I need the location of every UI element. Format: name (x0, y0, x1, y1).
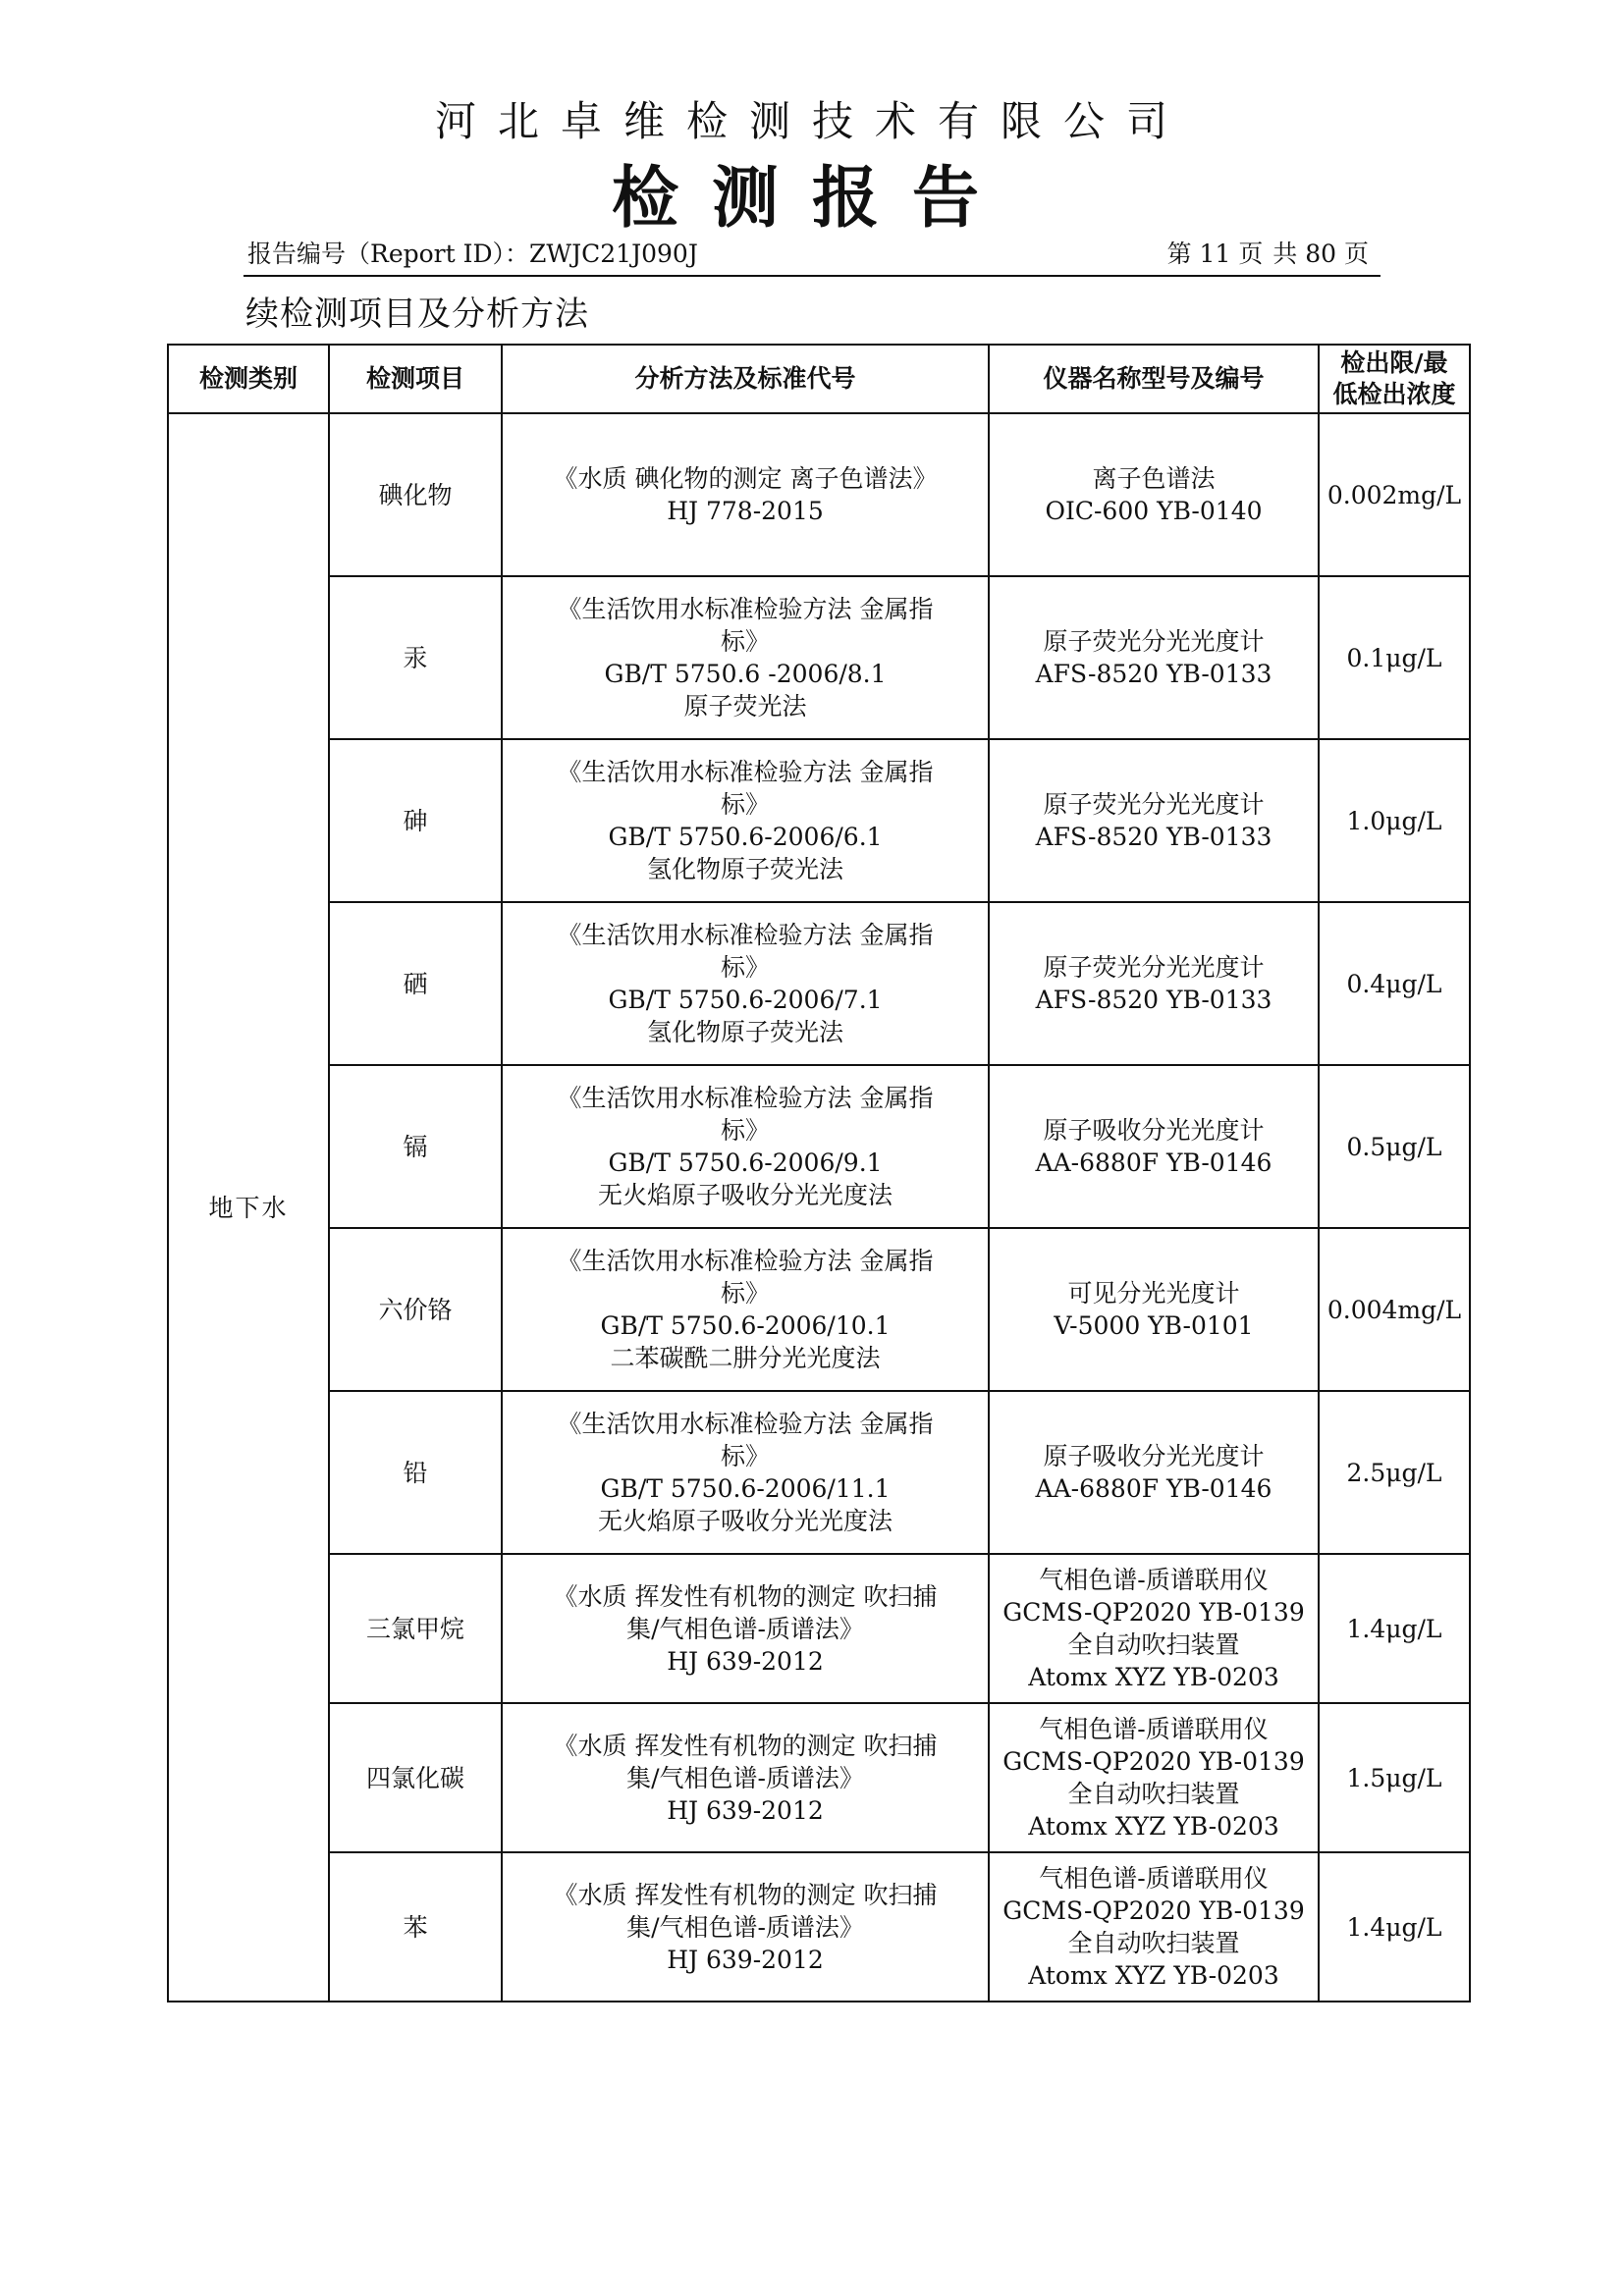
instrument-line: AFS-8520 YB-0133 (1035, 823, 1272, 851)
instrument-line: 原子荧光分光光度计 (1043, 953, 1265, 982)
table-row (168, 413, 1470, 576)
instrument-line: 原子荧光分光光度计 (1043, 627, 1265, 656)
instrument-line: 全自动吹扫装置 (1067, 1780, 1240, 1808)
method-line: HJ 639-2012 (667, 1945, 824, 1974)
section-heading: 续检测项目及分析方法 (245, 294, 589, 334)
instrument-line: 气相色谱-质谱联用仪 (1039, 1864, 1269, 1893)
instrument-cell (989, 576, 1319, 739)
page-total: 共 80 页 (1272, 240, 1369, 268)
method-cell (502, 902, 989, 1065)
report-meta-row (244, 236, 1380, 277)
instrument-line: GCMS-QP2020 YB-0139 (1002, 1598, 1305, 1627)
report-title: 检测报告 (611, 159, 1012, 238)
limit-cell: 1.4μg/L (1319, 1852, 1470, 2002)
instrument-cell (989, 1228, 1319, 1391)
method-cell (502, 1852, 989, 2002)
report-id-value: ZWJC21J090J (529, 240, 698, 268)
table-header-row (168, 345, 1470, 413)
page-current: 第 11 页 (1166, 240, 1264, 268)
limit-cell: 0.004mg/L (1319, 1228, 1470, 1391)
instrument-line: AA-6880F YB-0146 (1035, 1474, 1272, 1503)
instrument-cell (989, 1852, 1319, 2002)
instrument-line: OIC-600 YB-0140 (1045, 497, 1263, 525)
limit-cell: 1.0μg/L (1319, 739, 1470, 902)
item-cell: 硒 (329, 902, 502, 1065)
company-name: 河北卓维检测技术有限公司 (434, 97, 1189, 145)
table-row (168, 1852, 1470, 2002)
method-line: 《生活饮用水标准检验方法 金属指 (557, 921, 934, 949)
method-line: 氢化物原子荧光法 (646, 1018, 843, 1046)
instrument-line: 离子色谱法 (1092, 464, 1216, 493)
method-line: 《水质 挥发性有机物的测定 吹扫捕 (553, 1880, 938, 1909)
table-row (168, 576, 1470, 739)
method-line: GB/T 5750.6-2006/11.1 (600, 1474, 891, 1503)
method-cell (502, 1391, 989, 1554)
limit-cell: 0.4μg/L (1319, 902, 1470, 1065)
method-line: 标》 (720, 790, 770, 819)
col-header-limit (1319, 345, 1470, 413)
instrument-cell (989, 1554, 1319, 1703)
method-line: 《生活饮用水标准检验方法 金属指 (557, 1410, 934, 1438)
instrument-line: Atomx XYZ YB-0203 (1028, 1961, 1279, 1990)
col-header-item: 检测项目 (329, 345, 502, 413)
table-row (168, 902, 1470, 1065)
instrument-cell (989, 1065, 1319, 1228)
method-line: GB/T 5750.6 -2006/8.1 (604, 660, 887, 688)
instrument-line: Atomx XYZ YB-0203 (1028, 1812, 1279, 1841)
method-line: 标》 (720, 1442, 770, 1470)
report-id (247, 236, 698, 273)
item-cell: 砷 (329, 739, 502, 902)
item-cell: 三氯甲烷 (329, 1554, 502, 1703)
method-line: 无火焰原子吸收分光光度法 (597, 1507, 893, 1535)
col-header-category: 检测类别 (168, 345, 329, 413)
method-line: 《生活饮用水标准检验方法 金属指 (557, 1084, 934, 1112)
item-cell: 碘化物 (329, 413, 502, 576)
item-cell: 苯 (329, 1852, 502, 2002)
col-header-limit-line2: 低检出浓度 (1332, 380, 1456, 408)
method-line: 集/气相色谱-质谱法》 (626, 1614, 864, 1643)
method-line: 《水质 碘化物的测定 离子色谱法》 (553, 464, 938, 493)
method-line: HJ 639-2012 (667, 1795, 824, 1825)
item-cell: 铅 (329, 1391, 502, 1554)
method-line: GB/T 5750.6-2006/9.1 (608, 1148, 883, 1177)
method-line: 二苯碳酰二肼分光光度法 (610, 1344, 881, 1372)
instrument-cell (989, 1391, 1319, 1554)
method-line: 《生活饮用水标准检验方法 金属指 (557, 595, 934, 623)
instrument-cell (989, 739, 1319, 902)
table-row (168, 1228, 1470, 1391)
col-header-limit-line1: 检出限/最 (1340, 348, 1448, 377)
method-line: 标》 (720, 1116, 770, 1145)
instrument-cell (989, 1703, 1319, 1852)
table-row (168, 739, 1470, 902)
method-line: 《生活饮用水标准检验方法 金属指 (557, 1247, 934, 1275)
instrument-cell (989, 902, 1319, 1065)
instrument-line: V-5000 YB-0101 (1054, 1311, 1254, 1340)
limit-cell: 2.5μg/L (1319, 1391, 1470, 1554)
instrument-line: AA-6880F YB-0146 (1035, 1148, 1272, 1177)
method-cell (502, 413, 989, 576)
instrument-line: 原子吸收分光光度计 (1043, 1116, 1265, 1145)
instrument-line: 原子荧光分光光度计 (1043, 790, 1265, 819)
method-cell (502, 1065, 989, 1228)
table-row (168, 1554, 1470, 1703)
limit-cell: 1.4μg/L (1319, 1554, 1470, 1703)
page-indicator (1167, 236, 1371, 273)
limit-cell: 1.5μg/L (1319, 1703, 1470, 1852)
instrument-line: 全自动吹扫装置 (1067, 1929, 1240, 1957)
method-line: 氢化物原子荧光法 (646, 855, 843, 883)
method-line: GB/T 5750.6-2006/7.1 (608, 986, 883, 1014)
method-cell (502, 1554, 989, 1703)
method-line: GB/T 5750.6-2006/6.1 (608, 823, 883, 851)
category-cell: 地下水 (168, 413, 329, 2002)
method-line: 集/气相色谱-质谱法》 (626, 1763, 864, 1792)
col-header-method: 分析方法及标准代号 (502, 345, 989, 413)
method-line: 标》 (720, 627, 770, 656)
instrument-line: GCMS-QP2020 YB-0139 (1002, 1896, 1305, 1925)
method-line: 集/气相色谱-质谱法》 (626, 1912, 864, 1942)
method-line: 《生活饮用水标准检验方法 金属指 (557, 758, 934, 786)
instrument-line: Atomx XYZ YB-0203 (1028, 1663, 1279, 1691)
table-row (168, 1065, 1470, 1228)
method-line: 《水质 挥发性有机物的测定 吹扫捕 (553, 1581, 938, 1611)
limit-cell: 0.1μg/L (1319, 576, 1470, 739)
report-id-label: 报告编号（Report ID）： (247, 240, 530, 268)
item-cell: 四氯化碳 (329, 1703, 502, 1852)
item-cell: 镉 (329, 1065, 502, 1228)
method-line: 标》 (720, 1279, 770, 1308)
item-cell: 汞 (329, 576, 502, 739)
methods-table (167, 344, 1471, 2002)
method-line: GB/T 5750.6-2006/10.1 (600, 1311, 891, 1340)
limit-cell: 0.002mg/L (1319, 413, 1470, 576)
method-cell (502, 1703, 989, 1852)
table-body (168, 413, 1470, 2002)
method-line: 《水质 挥发性有机物的测定 吹扫捕 (553, 1731, 938, 1760)
method-line: 无火焰原子吸收分光光度法 (597, 1181, 893, 1209)
table-row (168, 1703, 1470, 1852)
instrument-line: 气相色谱-质谱联用仪 (1039, 1715, 1269, 1743)
instrument-cell (989, 413, 1319, 576)
method-line: 原子荧光法 (683, 692, 807, 721)
instrument-line: 可见分光光度计 (1067, 1279, 1240, 1308)
method-line: 标》 (720, 953, 770, 982)
method-line: HJ 778-2015 (667, 497, 824, 525)
method-cell (502, 1228, 989, 1391)
table-row (168, 1391, 1470, 1554)
instrument-line: AFS-8520 YB-0133 (1035, 660, 1272, 688)
item-cell: 六价铬 (329, 1228, 502, 1391)
method-cell (502, 576, 989, 739)
method-cell (502, 739, 989, 902)
instrument-line: AFS-8520 YB-0133 (1035, 986, 1272, 1014)
instrument-line: 气相色谱-质谱联用仪 (1039, 1566, 1269, 1594)
instrument-line: GCMS-QP2020 YB-0139 (1002, 1747, 1305, 1776)
method-line: HJ 639-2012 (667, 1646, 824, 1676)
instrument-line: 全自动吹扫装置 (1067, 1630, 1240, 1659)
limit-cell: 0.5μg/L (1319, 1065, 1470, 1228)
col-header-instrument: 仪器名称型号及编号 (989, 345, 1319, 413)
instrument-line: 原子吸收分光光度计 (1043, 1442, 1265, 1470)
